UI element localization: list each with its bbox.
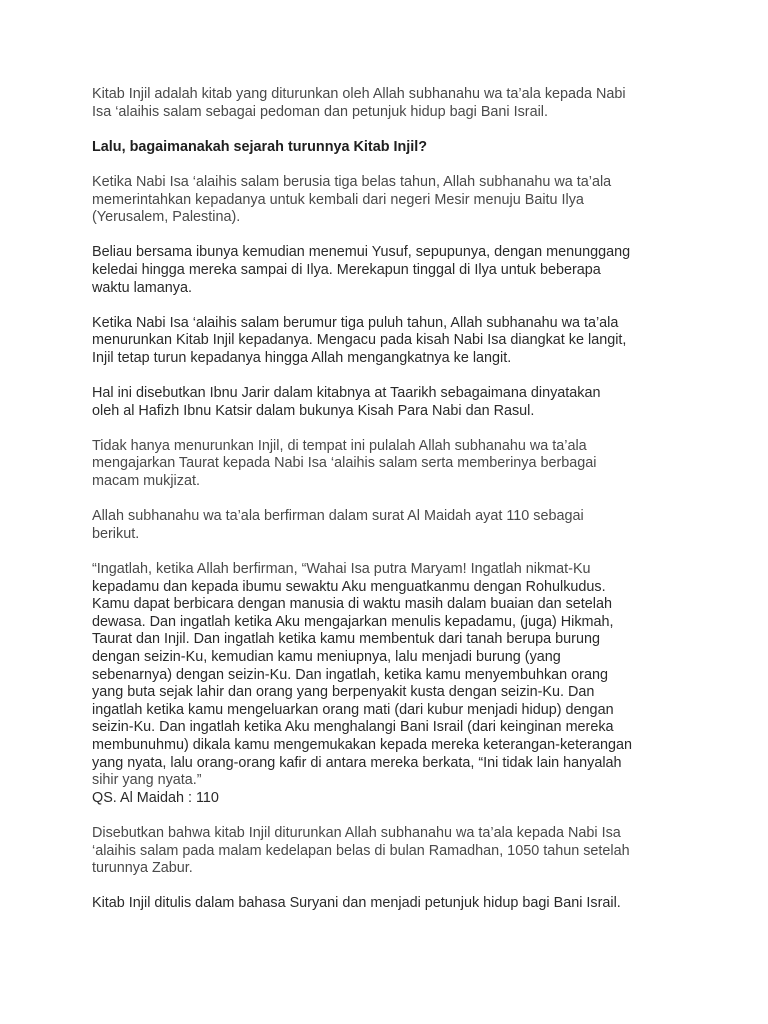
- line: dewasa. Dan ingatlah ketika Aku mengajarkan menulis kepadamu, (juga) Hikmah,: [92, 613, 614, 630]
- line: turunnya Zabur.: [92, 860, 193, 877]
- verse-reference: QS. Al Maidah : 110: [92, 789, 219, 806]
- paragraph-ramadhan: [92, 825, 692, 878]
- line: Isa ‘alaihis salam sebagai pedoman dan petunjuk hidup bagi Bani Israil.: [92, 103, 548, 120]
- line: Ketika Nabi Isa ‘alaihis salam berumur tiga puluh tahun, Allah subhanahu wa ta’ala: [92, 314, 619, 331]
- line: Kitab Injil ditulis dalam bahasa Suryani dan menjadi petunjuk hidup bagi Bani Israil.: [92, 895, 621, 912]
- line: Beliau bersama ibunya kemudian menemui Yusuf, sepupunya, dengan menunggang: [92, 244, 631, 261]
- line: Tidak hanya menurunkan Injil, di tempat ini pulalah Allah subhanahu wa ta’ala: [92, 437, 587, 454]
- line: Allah subhanahu wa ta’ala berfirman dalam surat Al Maidah ayat 110 sebagai: [92, 508, 584, 525]
- line: menurunkan Kitab Injil kepadanya. Mengacu pada kisah Nabi Isa diangkat ke langit,: [92, 332, 627, 349]
- line: mengajarkan Taurat kepada Nabi Isa ‘alaihis salam serta memberinya berbagai: [92, 455, 597, 472]
- line: dengan seizin-Ku, kemudian kamu meniupnya, lalu menjadi burung (yang: [92, 649, 561, 665]
- line: Ketika Nabi Isa ‘alaihis salam berusia tiga belas tahun, Allah subhanahu wa ta’ala: [92, 173, 612, 190]
- paragraph-age-thirteen: [92, 174, 692, 227]
- section-heading: Lalu, bagaimanakah sejarah turunnya Kitab Injil?: [92, 138, 428, 155]
- line: Kitab Injil adalah kitab yang diturunkan oleh Allah subhanahu wa ta’ala kepada Nabi: [92, 86, 626, 102]
- paragraph-intro: [92, 86, 692, 121]
- paragraph-firman-intro: [92, 508, 692, 543]
- line: ‘alaihis salam pada malam kedelapan belas di bulan Ramadhan, 1050 tahun setelah: [92, 842, 630, 859]
- paragraph-age-thirty: [92, 315, 692, 368]
- line: yang nyata, lalu orang-orang kafir di antara mereka berkata, “Ini tidak lain hanyalah: [92, 754, 622, 771]
- paragraph-taurat: [92, 438, 692, 491]
- line: ingatlah ketika kamu mengeluarkan orang mati (dari kubur menjadi hidup) dengan: [92, 701, 614, 718]
- line: membunuhmu) dikala kamu mengemukakan kepada mereka keterangan-keterangan: [92, 736, 632, 753]
- line: Hal ini disebutkan Ibnu Jarir dalam kitabnya at Taarikh sebagaimana dinyatakan: [92, 385, 601, 402]
- paragraph-journey: [92, 244, 692, 297]
- line: berikut.: [92, 525, 140, 542]
- verse-quote: [92, 561, 692, 790]
- line: sihir yang nyata.”: [92, 772, 202, 789]
- line: Taurat dan Injil. Dan ingatlah ketika kamu membentuk dari tanah berupa burung: [92, 631, 600, 648]
- line: Injil tetap turun kepadanya hingga Allah mengangkatnya ke langit.: [92, 349, 512, 366]
- line: memerintahkan kepadanya untuk kembali dari negeri Mesir menuju Baitu Ilya: [92, 191, 584, 208]
- paragraph-source: [92, 385, 692, 420]
- line: oleh al Hafizh Ibnu Katsir dalam bukunya Kisah Para Nabi dan Rasul.: [92, 402, 535, 419]
- line: sebenarnya) dengan seizin-Ku. Dan ingatlah, ketika kamu menyembuhkan orang: [92, 666, 608, 683]
- line: seizin-Ku. Dan ingatlah ketika Aku menghalangi Bani Israil (dari keinginan mereka: [92, 719, 614, 736]
- line: keledai hingga mereka sampai di Ilya. Merekapun tinggal di Ilya untuk beberapa: [92, 261, 601, 278]
- line: macam mukjizat.: [92, 473, 200, 490]
- line: “Ingatlah, ketika Allah berfirman, “Wahai Isa putra Maryam! Ingatlah nikmat-Ku: [92, 561, 591, 578]
- line: kepadamu dan kepada ibumu sewaktu Aku menguatkanmu dengan Rohulkudus.: [92, 578, 606, 595]
- line: waktu lamanya.: [92, 279, 192, 296]
- line: Kamu dapat berbicara dengan manusia di waktu masih dalam buaian dan setelah: [92, 596, 612, 613]
- line: (Yerusalem, Palestina).: [92, 209, 241, 226]
- document-page: [92, 86, 692, 931]
- line: yang buta sejak lahir dan orang yang berpenyakit kusta dengan seizin-Ku. Dan: [92, 684, 595, 701]
- paragraph-language: [92, 895, 692, 913]
- line: Disebutkan bahwa kitab Injil diturunkan Allah subhanahu wa ta’ala kepada Nabi Isa: [92, 824, 621, 841]
